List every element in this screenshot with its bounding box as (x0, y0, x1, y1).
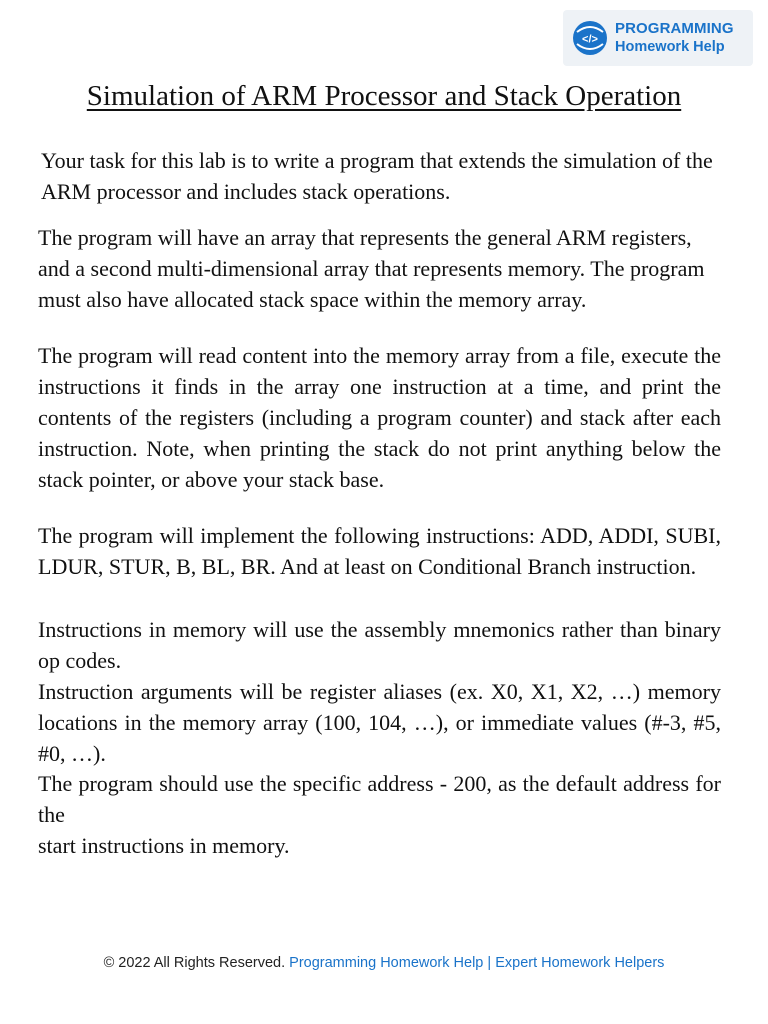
svg-text:</>: </> (582, 33, 598, 46)
brand-line-1: PROGRAMMING (615, 20, 734, 37)
paragraph-instructions: The program will implement the following instructions: ADD, ADDI, SUBI, LDUR, STUR, B, BL, BR. And at least on Conditional Branch instruction. (38, 523, 721, 579)
start-address-line-1: The program should use the specific address - 200, as the default address for the (38, 771, 721, 827)
footer-brand-link[interactable]: Programming Homework Help (289, 955, 484, 971)
brand-line-2: Homework Help (615, 39, 725, 55)
paragraph-registers-memory: The program will have an array that represents the general ARM registers, and a second multi-dimensional array that represents memory. The program must also have allocated stack space within the memory array. (38, 225, 705, 312)
code-bracket-icon (571, 19, 609, 57)
paragraph-execution: The program will read content into the memory array from a file, execute the instructions it finds in the array one instruction at a time, and print the contents of the registers (including a program counter) and stack after each instruction. Note, when printing the stack do not print anything below the stack pointer, or above your stack base. (38, 343, 721, 492)
intro-paragraph: Your task for this lab is to write a program that extends the simulation of the ARM processor and includes stack operations. (41, 148, 713, 204)
brand-logo (563, 10, 753, 66)
paragraph-arguments: Instruction arguments will be register aliases (ex. X0, X1, X2, …) memory locations in the memory array (100, 104, …), or immediate values (#-3, #5, #0, …). (38, 679, 721, 766)
start-address-line-2: start instructions in memory. (38, 833, 290, 858)
footer-tagline-link[interactable]: Expert Homework Helpers (495, 955, 665, 971)
brand-name (615, 19, 734, 57)
page-title: Simulation of ARM Processor and Stack Operation (86, 80, 682, 112)
footer-copyright: © 2022 All Rights Reserved. (103, 955, 286, 971)
page-footer (0, 955, 768, 971)
paragraph-mnemonics: Instructions in memory will use the assembly mnemonics rather than binary op codes. (38, 617, 721, 673)
paragraph-start-address (38, 768, 721, 861)
footer-separator: | (487, 955, 492, 971)
